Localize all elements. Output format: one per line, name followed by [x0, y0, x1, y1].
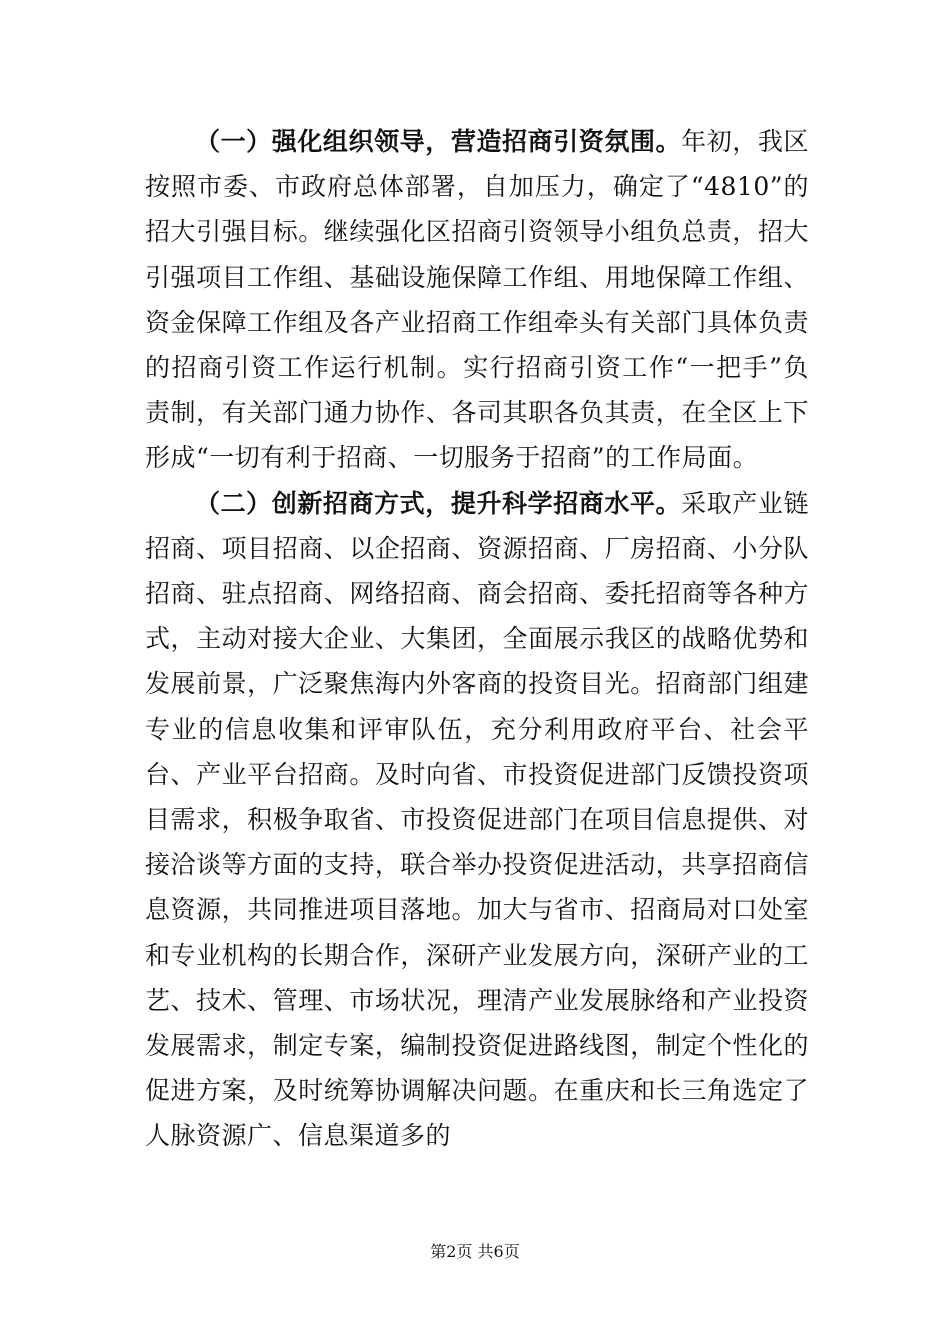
paragraph-1-heading: （一）强化组织领导，营造招商引资氛围。 [195, 127, 682, 156]
page-number-label: 第2页 共6页 [430, 1242, 520, 1261]
paragraph-2-text: 采取产业链招商、项目招商、以企招商、资源招商、厂房招商、小分队招商、驻点招商、网络招商、商会招商、委托招商等各种方式，主动对接大企业、大集团，全面展示我区的战略优势和发展前景，广泛聚焦海内外客商的投资目光。招商部门组建专业的信息收集和评审队伍，充分利用政府平台、社会平台、产业平台招商。及时向省、市投资促进部门反馈投资项目需求，积极争取省、市投资促进部门在项目信息提供、对接洽谈等方面的支持，联合举办投资促进活动，共享招商信息资源，共同推进项目落地。加大与省市、招商局对口处室和专业机构的长期合作，深研产业发展方向，深研产业的工艺、技术、管理、市场状况，理清产业发展脉络和产业投资发展需求，制定专案，编制投资促进路线图，制定个性化的促进方案，及时统筹协调解决问题。在重庆和长三角选定了人脉资源广、信息渠道多的 [145, 488, 809, 1151]
paragraph-1-text: 年初，我区按照市委、市政府总体部署，自加压力，确定了“4810”的招大引强目标。继续强化区招商引资领导小组负总责，招大引强项目工作组、基础设施保障工作组、用地保障工作组、资金保障工作组及各产业招商工作组牵头有关部门具体负责的招商引资工作运行机制。实行招商引资工作“一把手”负责制，有关部门通力协作、各司其职各负其责，在全区上下形成“一切有利于招商、一切服务于招商”的工作局面。 [145, 127, 809, 473]
paragraph-2-heading: （二）创新招商方式，提升科学招商水平。 [195, 488, 682, 518]
paragraph-2 [145, 481, 809, 1159]
document-body [145, 119, 809, 1159]
paragraph-1 [145, 119, 809, 481]
page-footer [0, 1239, 950, 1262]
